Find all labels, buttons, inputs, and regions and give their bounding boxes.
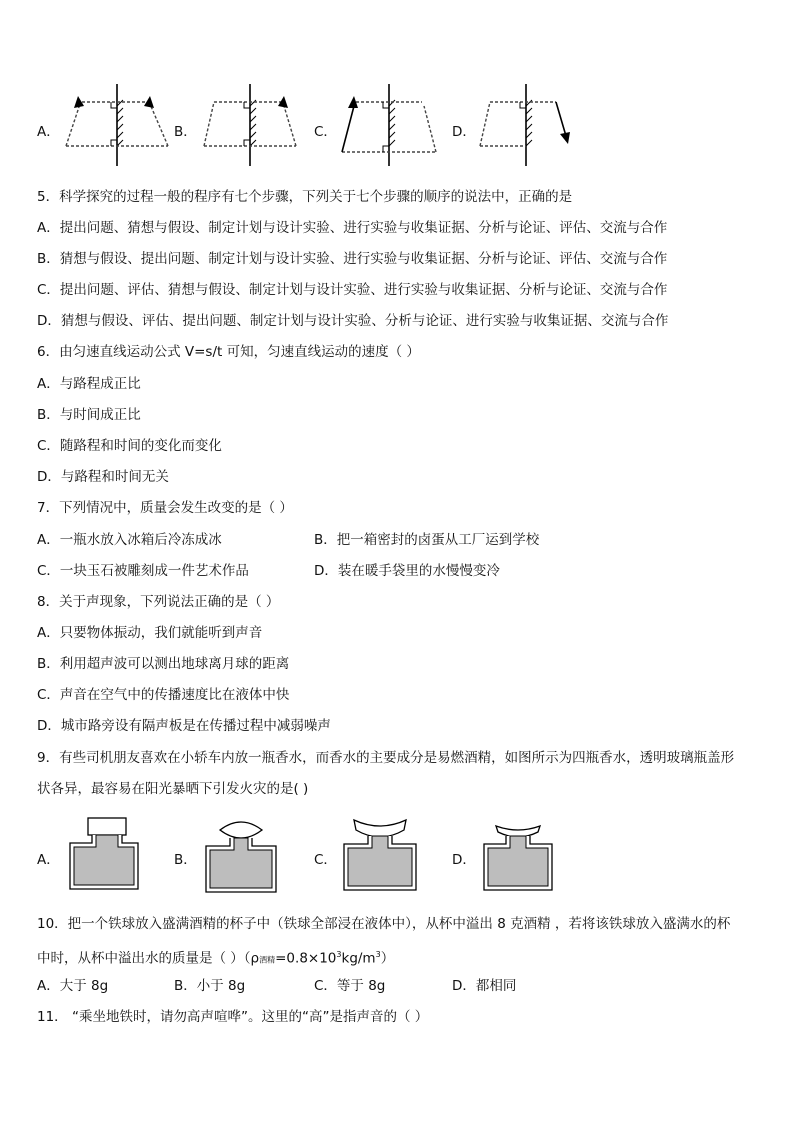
q5-stem: 5．科学探究的过程一般的程序有七个步骤，下列关于七个步骤的顺序的说法中，正确的是	[37, 189, 573, 205]
q6-option-b: B．与时间成正比	[37, 407, 141, 423]
q8-option-a: A．只要物体振动，我们就能听到声音	[37, 625, 263, 641]
q10-stem-line2-part-c: kg/m	[341, 950, 376, 967]
mirror-diagram-c	[338, 84, 440, 166]
q8-option-b: B．利用超声波可以测出地球离月球的距离	[37, 656, 290, 672]
q9-option-b-label: B．	[174, 852, 197, 868]
q9-stem-line1: 9．有些司机朋友喜欢在小轿车内放一瓶香水，而香水的主要成分是易燃酒精，如图所示为四瓶香水，透明玻璃瓶盖形	[37, 750, 735, 766]
q4-option-a-label: A．	[37, 124, 60, 140]
q10-stem-line1: 10．把一个铁球放入盛满酒精的杯子中（铁球全部浸在液体中），从杯中溢出 8 克酒精 ，若将该铁球放入盛满水的杯	[37, 916, 731, 932]
q7-option-a: A．一瓶水放入冰箱后冷冻成冰	[37, 532, 222, 548]
q10-option-a: A．大于 8g	[37, 978, 109, 994]
q6-option-d: D．与路程和时间无关	[37, 469, 169, 485]
perfume-bottle-c	[340, 816, 420, 892]
perfume-bottle-a	[66, 816, 142, 892]
mirror-diagram-b	[200, 84, 300, 166]
q10-option-b: B．小于 8g	[174, 978, 246, 994]
q8-option-d: D．城市路旁设有隔声板是在传播过程中减弱噪声	[37, 718, 331, 734]
q7-option-c: C．一块玉石被雕刻成一件艺术作品	[37, 563, 249, 579]
q10-stem-line2-part-d: ）	[380, 950, 395, 967]
q9-stem-line2: 状各异，最容易在阳光暴晒下引发火灾的是( )	[37, 781, 309, 797]
q5-option-a: A．提出问题、猜想与假设、制定计划与设计实验、进行实验与收集证据、分析与论证、评估、交流与合作	[37, 220, 668, 236]
q7-option-d: D．装在暖手袋里的水慢慢变冷	[314, 563, 500, 579]
q9-option-d-label: D．	[452, 852, 476, 868]
q10-option-d: D．都相同	[452, 978, 517, 994]
q7-stem: 7．下列情况中，质量会发生改变的是（ ）	[37, 500, 293, 516]
perfume-bottle-b	[204, 816, 278, 894]
q10-option-c: C．等于 8g	[314, 978, 386, 994]
mirror-diagram-a	[64, 84, 170, 166]
q10-density-subscript: 酒精	[259, 955, 276, 965]
q5-option-d: D．猜想与假设、评估、提出问题、制定计划与设计实验、分析与论证、进行实验与收集证据、交流与合作	[37, 313, 669, 329]
q10-exponent: 3	[336, 950, 342, 959]
q4-option-c-label: C．	[314, 124, 337, 140]
q6-option-c: C．随路程和时间的变化而变化	[37, 438, 222, 454]
q6-option-a: A．与路程成正比	[37, 376, 141, 392]
q4-option-b-label: B．	[174, 124, 197, 140]
q5-option-c: C．提出问题、评估、猜想与假设、制定计划与设计实验、进行实验与收集证据、分析与论证、交流与合作	[37, 282, 668, 298]
q10-stem-line2-part-a: 中时，从杯中溢出水的质量是（ ）（ρ	[37, 950, 260, 967]
q11-stem: 11． “乘坐地铁时，请勿高声喧哗”。这里的“高”是指声音的（ ）	[37, 1009, 429, 1025]
q10-unit-exponent: 3	[375, 950, 381, 959]
q8-option-c: C．声音在空气中的传播速度比在液体中快	[37, 687, 290, 703]
q6-stem: 6．由匀速直线运动公式 V=s/t 可知，匀速直线运动的速度（ ）	[37, 344, 420, 360]
q4-option-d-label: D．	[452, 124, 476, 140]
mirror-diagram-d	[476, 84, 576, 166]
perfume-bottle-d	[480, 818, 556, 892]
q9-option-c-label: C．	[314, 852, 337, 868]
q10-stem-line2	[37, 946, 394, 970]
q8-stem: 8．关于声现象，下列说法正确的是（ ）	[37, 594, 280, 610]
q7-option-b: B．把一箱密封的卤蛋从工厂运到学校	[314, 532, 540, 548]
q10-stem-line2-part-b: =0.8×10	[275, 950, 337, 967]
q5-option-b: B．猜想与假设、提出问题、制定计划与设计实验、进行实验与收集证据、分析与论证、评估、交流与合作	[37, 251, 668, 267]
q9-option-a-label: A．	[37, 852, 60, 868]
